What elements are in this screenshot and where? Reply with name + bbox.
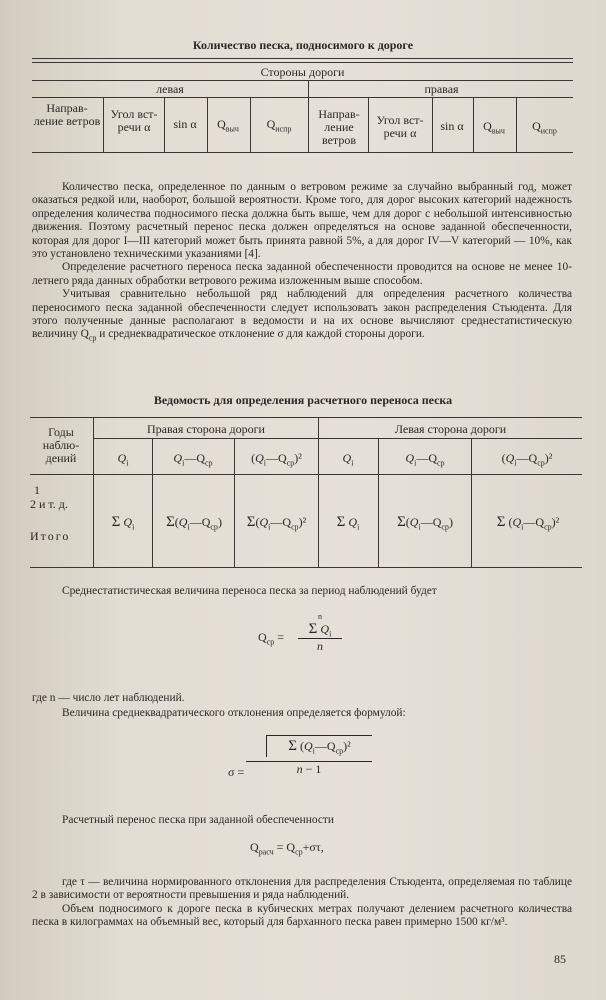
t1-col-angle-left: Угол вст-речи α bbox=[110, 107, 158, 134]
table1-rule bbox=[32, 62, 573, 63]
mean-intro: Среднестатистическая величина переноса песка за период наблюдений будет bbox=[62, 585, 437, 597]
table1-title: Количество песка, подносимого к дороге bbox=[192, 38, 414, 52]
t1-col-angle-right: Угол вст-речи α bbox=[376, 113, 424, 140]
t2-right-side-header: Правая сторона дороги bbox=[147, 422, 265, 436]
table2-rule bbox=[30, 474, 582, 475]
table2-divider bbox=[93, 417, 94, 567]
calc-formula: $Q_{расч} = Q_{ср}+\sigma\tau$, bbox=[250, 840, 324, 857]
paragraph: где τ — величина нормированного отклонения для распределения Стьюдента, определяемая по таблице 2 в зависимости от вероятности превышения и ряда наблюдений. bbox=[32, 876, 572, 902]
sigma-formula: σ = bbox=[228, 765, 245, 779]
t1-col-direction-left: Направ-ление ветров bbox=[33, 101, 101, 128]
t1-col-direction-right: Направ-ление ветров bbox=[318, 107, 360, 147]
table2-divider bbox=[318, 417, 319, 567]
page-number: 85 bbox=[554, 952, 566, 966]
t2-col-sq-left: $(Q_i—Q_{ср})^2$ bbox=[501, 451, 553, 468]
table2-bottom-rule bbox=[30, 567, 582, 568]
t1-col-qispr-right: $Q_{испр}$ bbox=[532, 119, 557, 136]
t2-sum-diff: $\Sigma(Q_i—Q_{ср})$ bbox=[166, 514, 222, 532]
paragraph: Количество песка, определенное по данным о ветровом режиме за случайно выбранный год, может оказаться редкой или, наоборот, большой вероятности. Кроме того, для дорог высоких категорий надежность определения количества подносимого песка должна быть выше, чем для дорог с небольшой интенсивностью движения. Поэтому расчетный перенос песка должен определяться на основе заданной обеспеченности, которая для дорог I—III категорий может быть принята равной 5%, а для дорог IV—V категорий — 10%, как это установлено техническими указаниями [4]. bbox=[32, 181, 572, 261]
table2-top-rule bbox=[30, 417, 582, 418]
t2-row-2: 2 и т. д. bbox=[30, 497, 68, 511]
calc-intro: Расчетный перенос песка при заданной обеспеченности bbox=[62, 814, 334, 826]
table2-rule bbox=[94, 438, 582, 439]
t2-col-sq: $(Q_i—Q_{ср})^2$ bbox=[251, 451, 302, 468]
table1-rule bbox=[32, 97, 573, 98]
mean-formula-fraction: n Σ $Q_i$ n bbox=[298, 612, 342, 654]
table1-right-label: правая bbox=[424, 82, 459, 96]
t2-sum-diff-left: $\Sigma(Q_i—Q_{ср})$ bbox=[397, 514, 453, 532]
t2-left-side-header: Левая сторона дороги bbox=[394, 422, 507, 436]
t1-col-qvych-left: $Q_{выч}$ bbox=[217, 117, 239, 134]
table1-divider bbox=[308, 80, 309, 152]
table1-bottom-rule bbox=[32, 152, 573, 153]
paragraph: Учитывая сравнительно небольшой ряд наблюдений для определения расчетного количества переносимого песка заданной обеспеченности следует использовать закон распределения Стьюдента. Для этого полученные данные располагают в ведомости и на их основе вычисляют среднестатистическую величину $Q_{ср}$ и среднеквадратическое отклонение σ для каждой стороны дороги. bbox=[32, 288, 572, 343]
t2-col-diff: $Q_i—Q_{ср}$ bbox=[173, 451, 213, 468]
table1-left-label: левая bbox=[156, 82, 184, 96]
t2-col-q-left: $Q_i$ bbox=[342, 451, 354, 468]
t1-col-qispr-left: $Q_{испр}$ bbox=[266, 117, 292, 134]
mean-formula: $Q_{ср}$ = bbox=[258, 630, 285, 647]
body-text bbox=[32, 181, 572, 345]
where-n: где n — число лет наблюдений. bbox=[32, 692, 185, 704]
t2-row-total: Итого bbox=[30, 529, 71, 543]
t1-col-qvych-right: $Q_{выч}$ bbox=[483, 119, 505, 136]
t2-col-q: $Q_i$ bbox=[117, 451, 129, 468]
table1-top-rule bbox=[32, 58, 573, 59]
t2-sum-q-left: Σ $Q_i$ bbox=[336, 514, 360, 532]
sigma-intro: Величина среднеквадратического отклонения определяется формулой: bbox=[62, 707, 406, 719]
t1-col-sin-left: sin α bbox=[173, 117, 197, 131]
t2-sum-sq: $\Sigma(Q_i—Q_{ср})^2$ bbox=[246, 514, 307, 532]
table1-group-header: Стороны дороги bbox=[260, 65, 345, 79]
t1-col-sin-right: sin α bbox=[440, 119, 464, 133]
table1-rule bbox=[32, 80, 573, 81]
t2-sum-sq-left: Σ $(Q_i—Q_{ср})^2$ bbox=[496, 514, 560, 532]
closing-text bbox=[32, 876, 572, 930]
paragraph: Объем подносимого к дороге песка в кубических метрах получают делением расчетного количества песка в килограммах на объемный вес, который для барханного песка равен примерно 1500 кг/м³. bbox=[32, 902, 572, 929]
t2-years-header: Годы наблю-дений bbox=[42, 425, 80, 465]
sigma-formula-fraction: Σ $(Q_i—Q_{ср})^2$ n − 1 bbox=[246, 735, 372, 777]
t2-col-diff-left: $Q_i—Q_{ср}$ bbox=[405, 451, 445, 468]
paragraph: Определение расчетного переноса песка заданной обеспеченности проводится на основе не менее 10-летнего ряда данных обработки ветрового режима изложенным выше способом. bbox=[32, 261, 572, 287]
t2-row-1: 1 bbox=[34, 483, 40, 497]
t2-sum-q: Σ $Q_i$ bbox=[111, 514, 135, 532]
table2-title: Ведомость для определения расчетного переноса песка bbox=[153, 393, 453, 407]
